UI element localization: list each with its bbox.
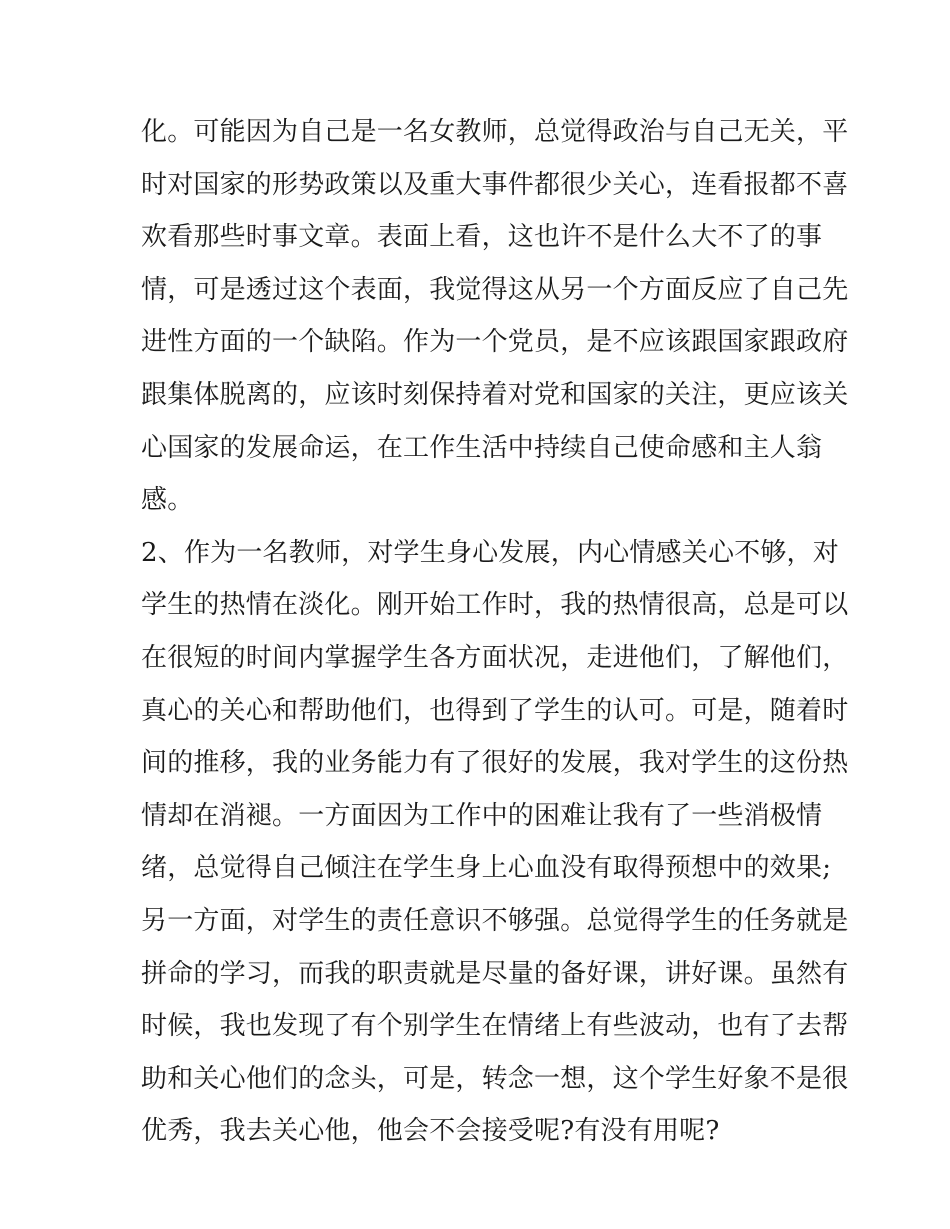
text-line: 化。可能因为自己是一名女教师，总觉得政治与自己无关，平 (141, 117, 849, 147)
text-line: 情却在消褪。一方面因为工作中的困难让我有了一些消极情 (141, 800, 823, 831)
text-line: 情，可是透过这个表面，我觉得这从另一个方面反应了自己先 (141, 274, 849, 305)
text-line: 助和关心他们的念头，可是，转念一想，这个学生好象不是很 (141, 1063, 849, 1094)
text-line: 时对国家的形势政策以及重大事件都很少关心，连看报都不喜 (141, 169, 849, 200)
text-line: 优秀，我去关心他，他会不会接受呢?有没有用呢? (141, 1116, 720, 1147)
text-line: 真心的关心和帮助他们，也得到了学生的认可。可是，随着时 (141, 695, 849, 726)
text-line: 另一方面，对学生的责任意识不够强。总觉得学生的任务就是 (141, 905, 849, 936)
text-line: 2、作为一名教师，对学生身心发展，内心情感关心不够，对 (141, 537, 839, 568)
text-line: 学生的热情在淡化。刚开始工作时，我的热情很高，总是可以 (141, 590, 849, 621)
text-line: 间的推移，我的业务能力有了很好的发展，我对学生的这份热 (141, 748, 849, 779)
text-line: 感。 (141, 485, 194, 516)
text-line: 欢看那些时事文章。表面上看，这也许不是什么大不了的事 (141, 222, 823, 253)
text-line: 绪，总觉得自己倾注在学生身上心血没有取得预想中的效果; (141, 853, 832, 884)
text-line: 在很短的时间内掌握学生各方面状况，走进他们，了解他们， (141, 642, 849, 673)
text-line: 进性方面的一个缺陷。作为一个党员，是不应该跟国家跟政府 (141, 327, 849, 358)
text-line: 跟集体脱离的，应该时刻保持着对党和国家的关注，更应该关 (141, 379, 849, 410)
text-line: 心国家的发展命运，在工作生活中持续自己使命感和主人翁 (141, 432, 823, 463)
body-text (141, 106, 849, 1158)
text-line: 时候，我也发现了有个别学生在情绪上有些波动，也有了去帮 (141, 1011, 849, 1042)
text-line: 拼命的学习，而我的职责就是尽量的备好课，讲好课。虽然有 (141, 958, 849, 989)
